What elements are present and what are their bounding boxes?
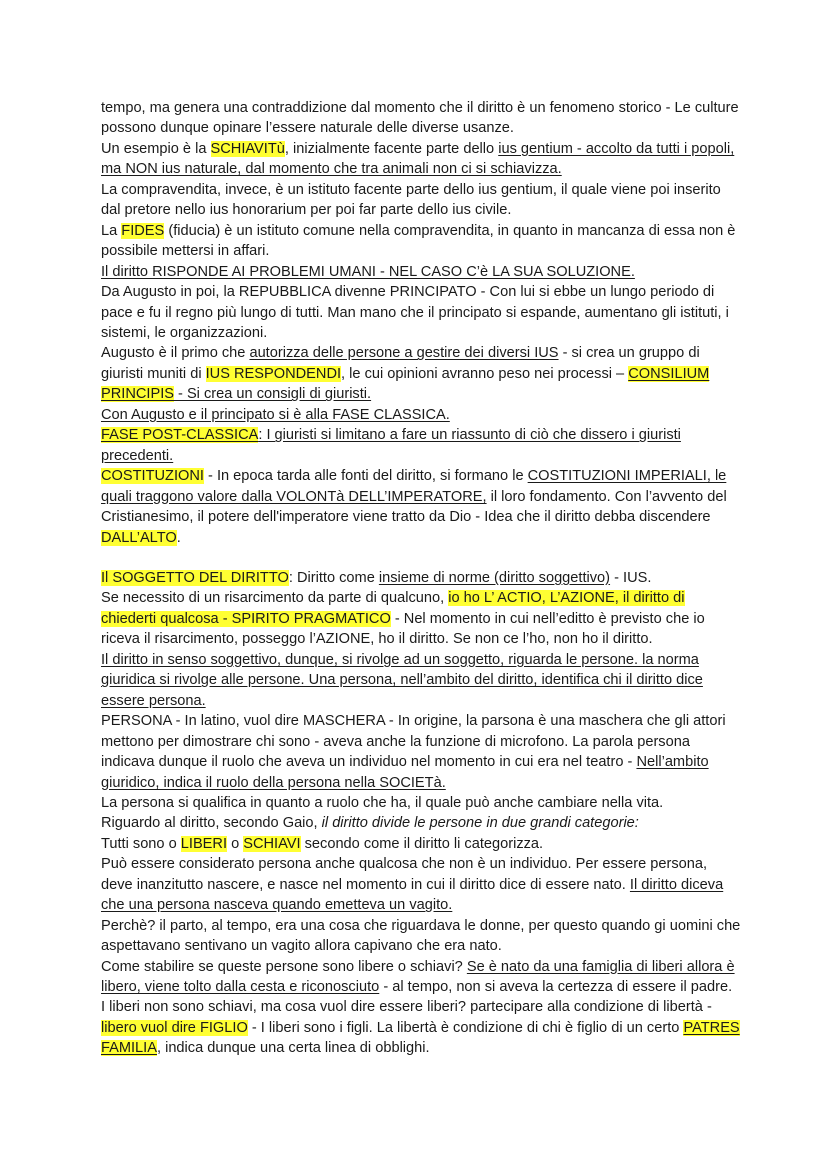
highlighted-text: COSTITUZIONI: [101, 468, 204, 485]
text-segment: o: [227, 835, 244, 852]
text-segment: PERSONA - In latino, vuol dire MASCHERA - In origine, la parsona è una maschera che gli attori mettono per dimostrare chi sono - aveva anche la funzione di microfono. La parola persona indicava dunque il ruolo che aveva un individuo nel momento in cui era nel teatro -: [101, 713, 726, 771]
paragraph: [101, 813, 741, 833]
text-segment: il loro fondamento. Con l’avvento del Cristianesimo, il potere dell'imperatore viene tratto da Dio - Idea che il diritto debba discendere: [101, 488, 727, 526]
text-segment: - al tempo, non si aveva la certezza di essere il padre.: [379, 979, 733, 996]
text-segment: secondo come il diritto li categorizza.: [300, 835, 544, 852]
text-segment: La compravendita, invece, è un istituto facente parte dello ius gentium, il quale viene poi inserito dal pretore nello ius honorarium per poi far parte dello ius civile.: [101, 181, 721, 219]
paragraph: [101, 425, 741, 466]
highlighted-text: CONSILIUM PRINCIPIS: [101, 365, 710, 403]
text-segment: Riguardo al diritto, secondo Gaio,: [101, 815, 322, 832]
underlined-text: ius gentium - accolto da tutti i popoli, ma NON ius naturale, dal momento che tra animali non ci si schiavizza.: [101, 140, 735, 178]
paragraph: [101, 180, 741, 221]
paragraph: [101, 221, 741, 262]
text-segment: Se necessito di un risarcimento da parte di qualcuno,: [101, 590, 449, 607]
underlined-text: Il diritto diceva che una persona nasceva quando emetteva un vagito.: [101, 876, 724, 914]
text-segment: Perchè? il parto, al tempo, era una cosa che riguardava le donne, per questo quando gi uomini che aspettavano sentivano un vagito allora capivano che era nato.: [101, 917, 741, 955]
text-segment: , le cui opinioni avranno peso nei processi –: [341, 365, 629, 382]
paragraph: [101, 834, 741, 854]
highlighted-text: PATRES FAMILIA: [101, 1019, 740, 1057]
paragraph: [101, 98, 741, 139]
text-segment: - si crea un gruppo di giuristi muniti di: [101, 345, 700, 382]
underlined-text: Nell’ambito giuridico, indica il ruolo della persona nella SOCIETà.: [101, 754, 709, 791]
text-segment: I liberi non sono schiavi, ma cosa vuol dire essere liberi? partecipare alla condizione di libertà -: [101, 999, 712, 1016]
text-segment: Un esempio è la: [101, 140, 211, 157]
text-segment: , inizialmente facente parte dello: [284, 140, 499, 157]
paragraph: [101, 711, 741, 793]
paragraph: [101, 588, 741, 649]
paragraph: [101, 405, 741, 425]
text-segment: Augusto è il primo che: [101, 345, 250, 362]
text-segment: , indica dunque una certa linea di obblighi.: [156, 1040, 430, 1057]
underlined-text: Se è nato da una famiglia di liberi allora è libero, viene tolto dalla cesta e riconosciuto: [101, 958, 735, 996]
underlined-text: autorizza delle persone a gestire dei diversi IUS: [249, 345, 559, 362]
text-segment: - In epoca tarda alle fonti del diritto, si formano le: [203, 468, 528, 485]
highlighted-text: FASE POST-CLASSICA: [101, 427, 259, 444]
highlighted-text: FIDES: [121, 222, 165, 239]
text-segment: La persona si qualifica in quanto a ruolo che ha, il quale può anche cambiare nella vita.: [101, 794, 664, 811]
text-segment: - I liberi sono i figli. La libertà è condizione di chi è figlio di un certo: [247, 1019, 684, 1036]
paragraph: [101, 997, 741, 1058]
highlighted-text: LIBERI: [180, 835, 228, 852]
highlighted-text: IUS RESPONDENDI: [205, 365, 342, 382]
text-segment: - IUS.: [610, 569, 652, 586]
text-segment: : Diritto come: [288, 569, 379, 586]
text-segment: Tutti sono o: [101, 835, 181, 852]
highlighted-text: SCHIAVITù: [210, 140, 285, 157]
underlined-text: : I giuristi si limitano a fare un riassunto di ciò che dissero i giuristi precedenti.: [101, 427, 681, 464]
paragraph: [101, 916, 741, 957]
paragraph: [101, 262, 741, 282]
text-segment: Come stabilire se queste persone sono libere o schiavi?: [101, 958, 467, 975]
paragraph: [101, 343, 741, 404]
paragraph-gap: [101, 548, 741, 568]
text-segment: il diritto divide le persone in due grandi categorie:: [321, 815, 639, 832]
text-segment: La: [101, 222, 122, 239]
text-segment: Da Augusto in poi, la REPUBBLICA divenne PRINCIPATO - Con lui si ebbe un lungo periodo di pace e fu il regno più lungo di tutti. Man mano che il principato si espande, aumentano gli istituti, i sistemi, le organizzazioni.: [101, 284, 729, 341]
paragraph: [101, 650, 741, 711]
text-segment: tempo, ma genera una contraddizione dal momento che il diritto è un fenomeno storico - Le culture possono dunque opinare l’essere naturale delle diverse usanze.: [101, 100, 739, 137]
text-segment: Può essere considerato persona anche qualcosa che non è un individuo. Per essere persona, deve inanzitutto nascere, e nasce nel momento in cui il diritto dice di essere nato.: [101, 856, 708, 893]
text-segment: - Nel momento in cui nell’editto è previsto che io riceva il risarcimento, posseggo l’AZIONE, ho il diritto. Se non ce l’ho, non ho il diritto.: [101, 610, 705, 648]
text-segment: (fiducia) è un istituto comune nella compravendita, in quanto in mancanza di essa non è possibile mettersi in affari.: [101, 222, 736, 260]
highlighted-text: DALL’ALTO: [101, 529, 177, 546]
paragraph: [101, 568, 741, 588]
paragraph: [101, 282, 741, 343]
text-segment: .: [176, 529, 181, 546]
underlined-text: insieme di norme (diritto soggettivo): [378, 569, 611, 586]
underlined-text: - Si crea un consigli di giuristi.: [173, 386, 372, 403]
highlighted-text: SCHIAVI: [243, 835, 301, 852]
paragraph: [101, 466, 741, 548]
paragraph: [101, 793, 741, 813]
paragraph: [101, 139, 741, 180]
underlined-text: Il diritto in senso soggettivo, dunque, si rivolge ad un soggetto, riguarda le persone. la norma giuridica si rivolge alle persone. Una persona, nell’ambito del diritto, identifica chi il diritto dice essere persona.: [101, 651, 703, 709]
paragraph: [101, 957, 741, 998]
highlighted-text: Il SOGGETTO DEL DIRITTO: [101, 569, 289, 586]
underlined-text: Il diritto RISPONDE AI PROBLEMI UMANI - NEL CASO C’è LA SUA SOLUZIONE.: [101, 263, 635, 280]
paragraph: [101, 854, 741, 915]
highlighted-text: libero vuol dire FIGLIO: [101, 1019, 248, 1036]
underlined-text: Con Augusto e il principato si è alla FASE CLASSICA.: [101, 406, 450, 423]
highlighted-text: io ho L’ ACTIO, L’AZIONE, il diritto di chiederti qualcosa - SPIRITO PRAGMATICO: [101, 590, 685, 627]
document-body: [101, 98, 741, 1059]
underlined-text: COSTITUZIONI IMPERIALI, le quali traggono valore dalla VOLONTà DELL’IMPERATORE,: [101, 468, 727, 505]
